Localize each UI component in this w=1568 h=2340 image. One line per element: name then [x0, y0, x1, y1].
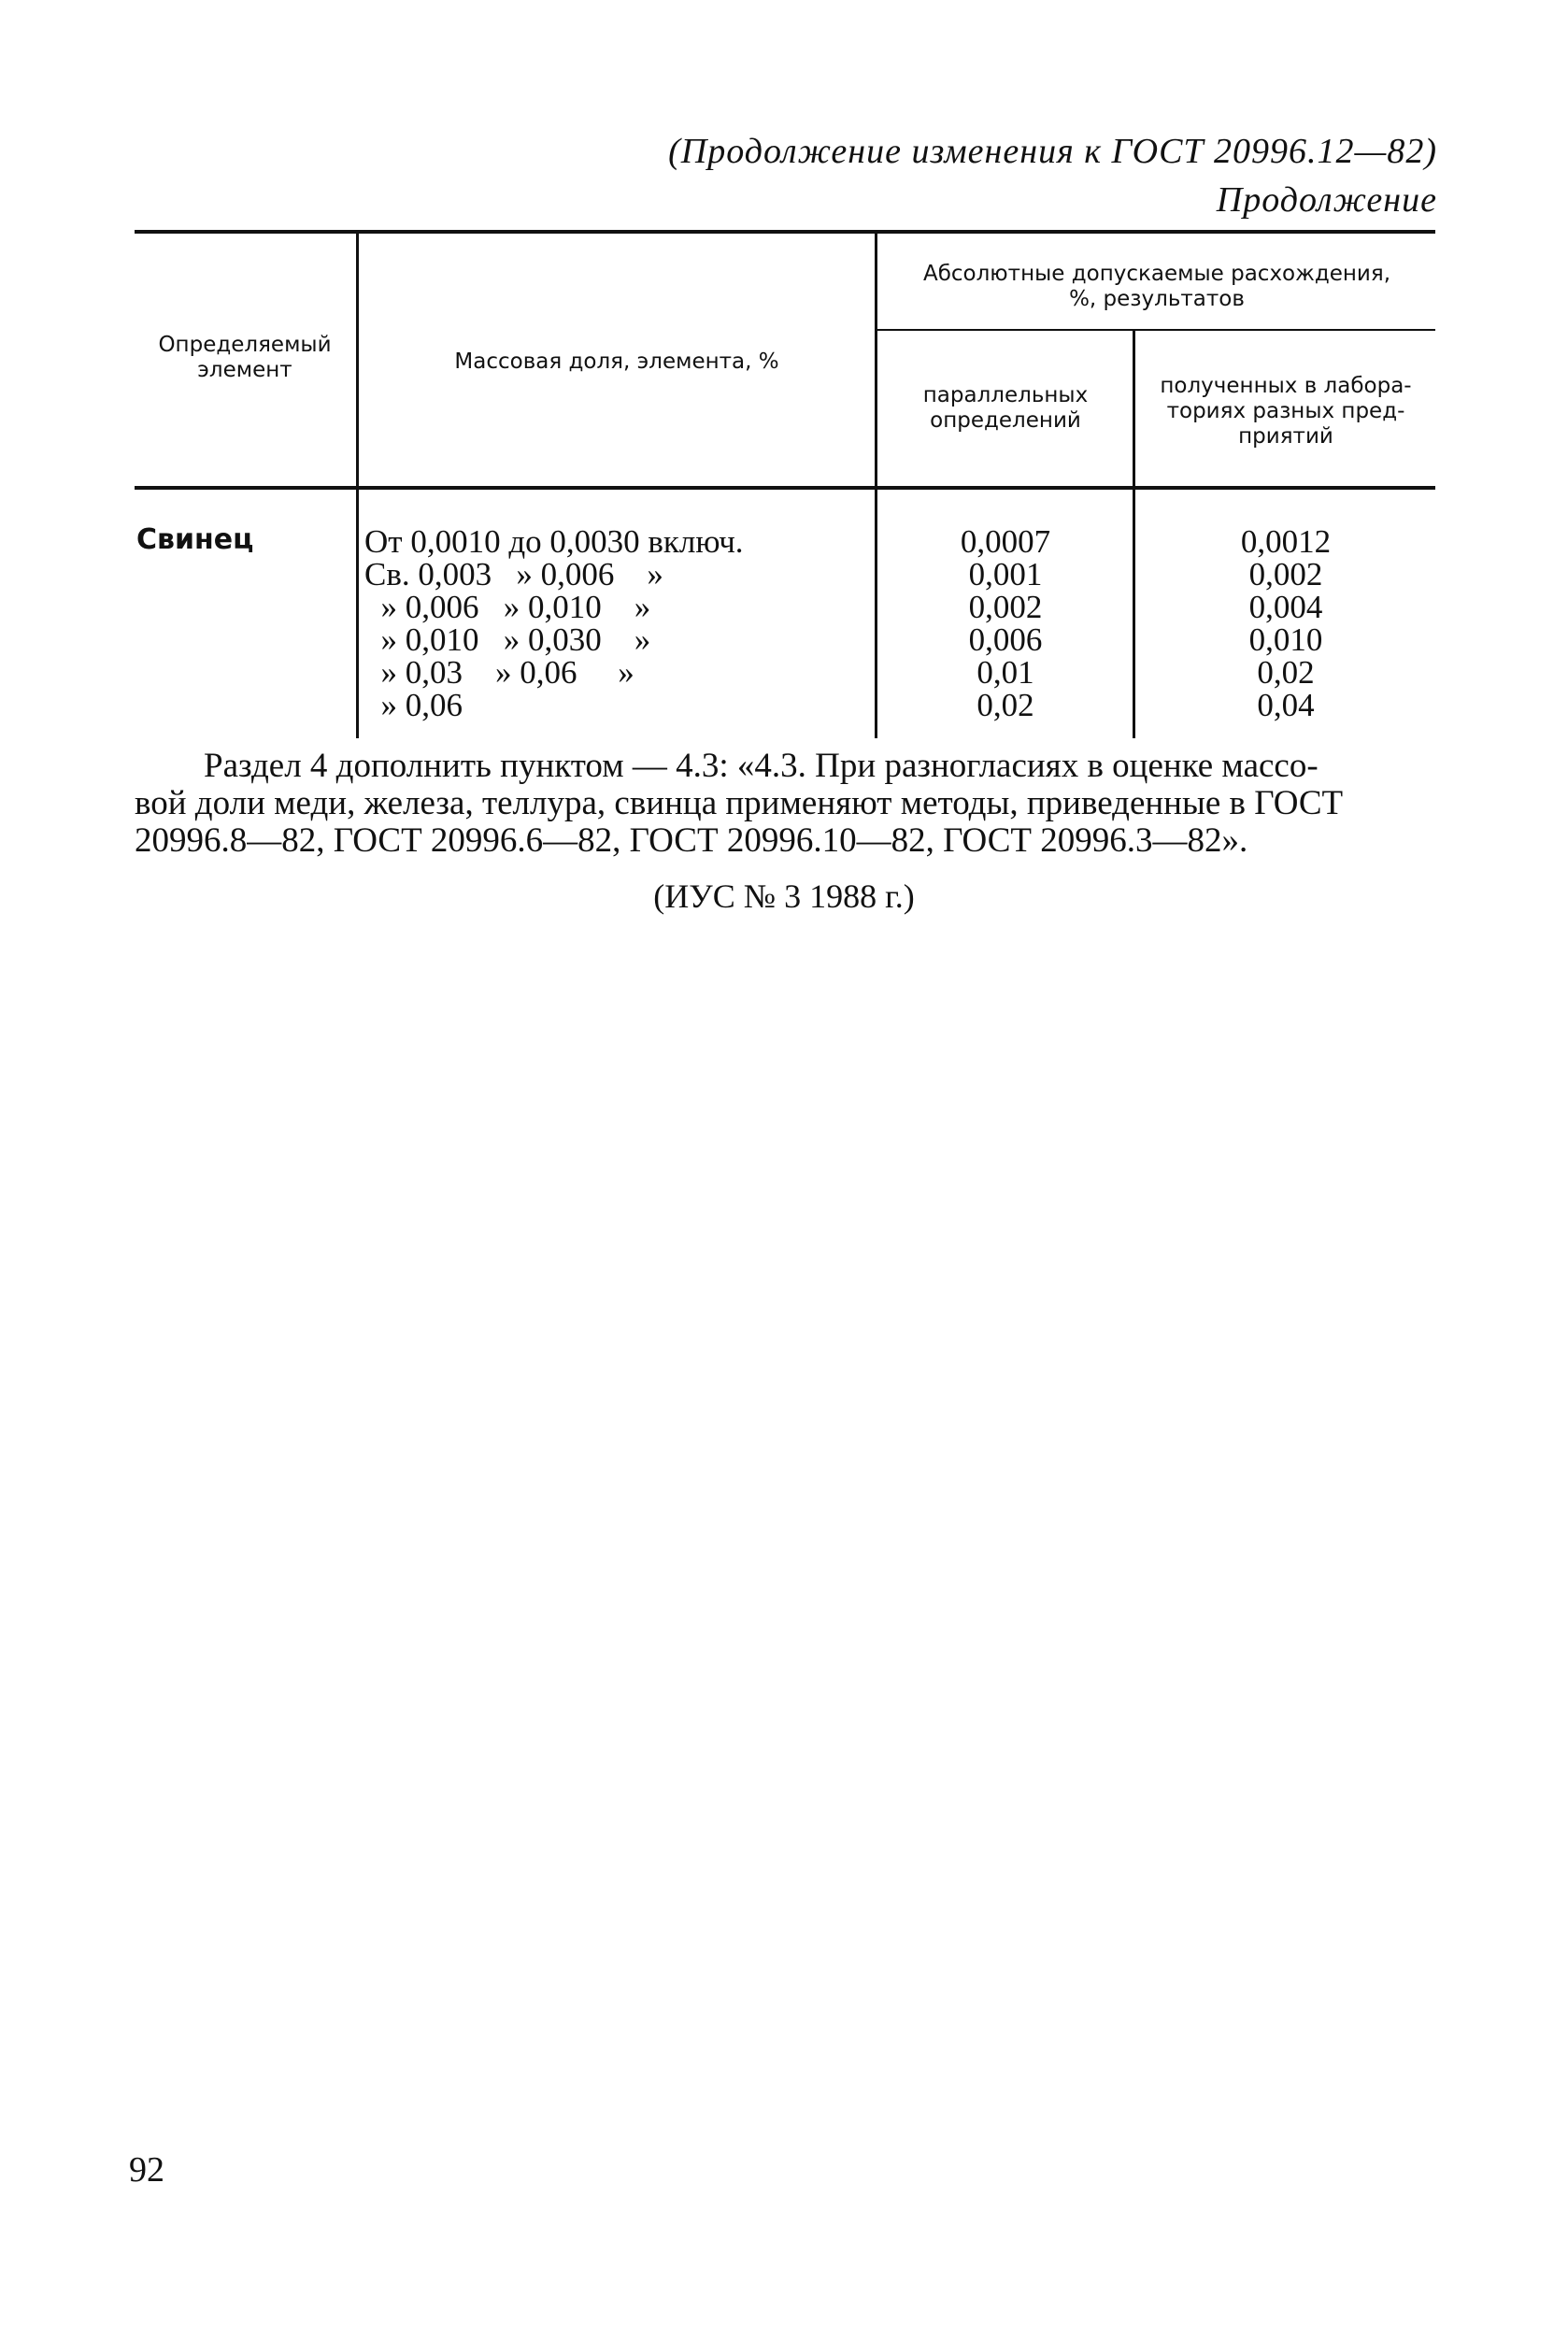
- table-row-parallel: 0,001: [968, 556, 1043, 592]
- table-row-parallel: 0,0007: [960, 523, 1051, 560]
- table-vline-3: [1133, 331, 1135, 738]
- element-name: Свинец: [136, 523, 254, 556]
- table-row-parallel: 0,02: [976, 687, 1034, 723]
- table-row-range: » 0,03 » 0,06 »: [364, 654, 634, 691]
- header-parallel: параллельных определений: [922, 383, 1089, 433]
- table-row-range: От 0,0010 до 0,0030 включ.: [364, 523, 744, 560]
- table-row-labs: 0,02: [1257, 654, 1315, 691]
- labs-column: [1136, 525, 1435, 721]
- source-reference: (ИУС № 3 1988 г.): [653, 878, 915, 915]
- table-row-range: » 0,006 » 0,010 »: [364, 589, 651, 625]
- range-column: [364, 525, 869, 721]
- table-header-bottom-rule: [135, 486, 1435, 490]
- table-top-rule: [135, 230, 1435, 234]
- table-row-labs: 0,002: [1248, 556, 1323, 592]
- table-row-parallel: 0,002: [968, 589, 1043, 625]
- table-row-range: » 0,06: [364, 687, 463, 723]
- page-number: 92: [129, 2150, 164, 2190]
- header-continuation: Продолжение: [1216, 180, 1437, 220]
- header-labs: полученных в лабора- ториях разных пред- приятий: [1160, 374, 1412, 449]
- table-row-labs: 0,010: [1248, 621, 1323, 658]
- header-element: Определяемый элемент: [158, 333, 332, 382]
- table-row-labs: 0,04: [1257, 687, 1315, 723]
- table-row-parallel: 0,01: [976, 654, 1034, 691]
- header-abs-group: Абсолютные допускаемые расхождения, %, результатов: [922, 262, 1391, 311]
- table-row-parallel: 0,006: [968, 621, 1043, 658]
- header-mass-fraction: Массовая доля, элемента, %: [454, 350, 779, 374]
- parallel-column: [878, 525, 1133, 721]
- amendment-paragraph: Раздел 4 дополнить пунктом — 4.3: «4.3. При разногласиях в оценке массо- вой доли меди, железа, теллура, свинца применяют методы, приведенные в ГОСТ 20996.8—82, ГОСТ 20996.6—82, ГОСТ 20996.10—82, ГОСТ 20996.3—82».: [135, 747, 1344, 860]
- table-vline-2: [875, 234, 877, 738]
- table-row-labs: 0,0012: [1240, 523, 1332, 560]
- abs-group-rule: [877, 329, 1435, 331]
- header-title: (Продолжение изменения к ГОСТ 20996.12—82): [668, 132, 1437, 171]
- table-row-labs: 0,004: [1248, 589, 1323, 625]
- table-row-range: » 0,010 » 0,030 »: [364, 621, 651, 658]
- table-row-range: Св. 0,003 » 0,006 »: [364, 556, 663, 592]
- table-vline-1: [356, 234, 359, 738]
